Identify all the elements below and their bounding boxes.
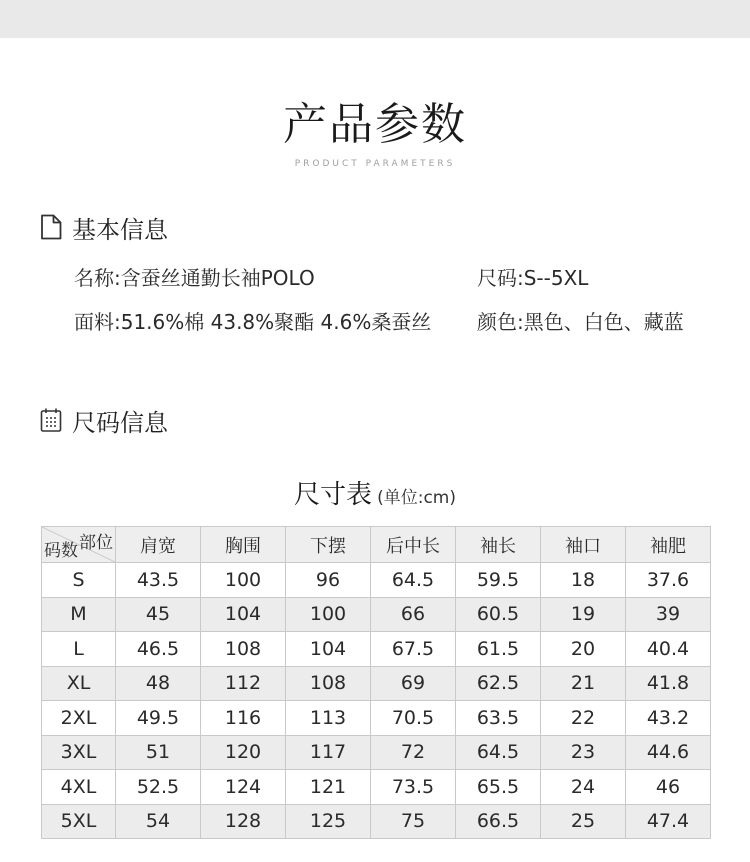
table-row [42, 701, 711, 736]
measurement-cell: 44.6 [626, 735, 711, 770]
measurement-cell: 67.5 [371, 632, 456, 667]
fabric-composition: 面料:51.6%棉 43.8%聚酯 4.6%桑蚕丝 [74, 310, 432, 334]
basic-info-header [40, 212, 168, 242]
column-header: 下摆 [286, 527, 371, 563]
size-cell: 2XL [42, 701, 116, 736]
size-cell: 5XL [42, 804, 116, 839]
size-info-header [40, 405, 168, 435]
measurement-cell: 72 [371, 735, 456, 770]
measurement-cell: 116 [201, 701, 286, 736]
table-row [42, 632, 711, 667]
measurement-cell: 100 [286, 597, 371, 632]
size-info-label: 尺码信息 [72, 408, 168, 437]
size-cell: M [42, 597, 116, 632]
table-row [42, 735, 711, 770]
measurement-cell: 65.5 [456, 770, 541, 805]
measurement-cell: 39 [626, 597, 711, 632]
measurement-cell: 41.8 [626, 666, 711, 701]
measurement-cell: 43.2 [626, 701, 711, 736]
measurement-cell: 46 [626, 770, 711, 805]
size-cell: S [42, 563, 116, 598]
measurement-cell: 69 [371, 666, 456, 701]
measurement-cell: 46.5 [116, 632, 201, 667]
measurement-cell: 61.5 [456, 632, 541, 667]
measurement-cell: 66 [371, 597, 456, 632]
measurement-cell: 108 [286, 666, 371, 701]
measurement-cell: 21 [541, 666, 626, 701]
measurement-cell: 66.5 [456, 804, 541, 839]
measurement-cell: 24 [541, 770, 626, 805]
measurement-cell: 64.5 [456, 735, 541, 770]
corner-label-part: 部位 [79, 533, 113, 553]
table-corner-cell [42, 527, 116, 563]
measurement-cell: 73.5 [371, 770, 456, 805]
table-body [42, 563, 711, 839]
measurement-cell: 75 [371, 804, 456, 839]
table-header-row [42, 527, 711, 563]
column-header: 胸围 [201, 527, 286, 563]
size-table-title [0, 474, 750, 511]
page-title: 产品参数 [283, 99, 467, 150]
measurement-cell: 124 [201, 770, 286, 805]
measurement-cell: 64.5 [371, 563, 456, 598]
measurement-cell: 48 [116, 666, 201, 701]
corner-label-size: 码数 [44, 541, 78, 561]
measurement-cell: 120 [201, 735, 286, 770]
column-header: 袖肥 [626, 527, 711, 563]
measurement-cell: 25 [541, 804, 626, 839]
measurement-cell: 62.5 [456, 666, 541, 701]
page-subtitle: PRODUCT PARAMETERS [294, 159, 456, 169]
measurement-cell: 22 [541, 701, 626, 736]
measurement-cell: 43.5 [116, 563, 201, 598]
measurement-cell: 104 [201, 597, 286, 632]
measurement-cell: 47.4 [626, 804, 711, 839]
column-header: 袖长 [456, 527, 541, 563]
size-table-title-text: 尺寸表 [293, 480, 372, 510]
measurement-cell: 59.5 [456, 563, 541, 598]
measurement-cell: 128 [201, 804, 286, 839]
product-name: 名称:含蚕丝通勤长袖POLO [74, 266, 315, 290]
size-table-unit: (单位:cm) [377, 488, 456, 508]
measurement-cell: 108 [201, 632, 286, 667]
color-options: 颜色:黑色、白色、藏蓝 [477, 310, 684, 334]
size-range: 尺码:S--5XL [477, 266, 589, 290]
measurement-cell: 52.5 [116, 770, 201, 805]
column-header: 肩宽 [116, 527, 201, 563]
measurement-cell: 125 [286, 804, 371, 839]
table-row [42, 597, 711, 632]
measurement-cell: 37.6 [626, 563, 711, 598]
measurement-cell: 113 [286, 701, 371, 736]
measurement-cell: 112 [201, 666, 286, 701]
table-row [42, 770, 711, 805]
document-icon [40, 214, 62, 240]
measurement-cell: 18 [541, 563, 626, 598]
table-row [42, 666, 711, 701]
size-cell: 3XL [42, 735, 116, 770]
table-row [42, 804, 711, 839]
size-cell: L [42, 632, 116, 667]
column-header: 袖口 [541, 527, 626, 563]
measurement-cell: 49.5 [116, 701, 201, 736]
column-header: 后中长 [371, 527, 456, 563]
calendar-icon [40, 407, 62, 433]
measurement-cell: 60.5 [456, 597, 541, 632]
measurement-cell: 117 [286, 735, 371, 770]
table-row [42, 563, 711, 598]
measurement-cell: 70.5 [371, 701, 456, 736]
measurement-cell: 104 [286, 632, 371, 667]
measurement-cell: 96 [286, 563, 371, 598]
measurement-cell: 121 [286, 770, 371, 805]
measurement-cell: 19 [541, 597, 626, 632]
measurement-cell: 45 [116, 597, 201, 632]
basic-info-label: 基本信息 [72, 215, 168, 244]
size-table [41, 526, 711, 839]
measurement-cell: 40.4 [626, 632, 711, 667]
size-cell: 4XL [42, 770, 116, 805]
measurement-cell: 20 [541, 632, 626, 667]
measurement-cell: 51 [116, 735, 201, 770]
measurement-cell: 63.5 [456, 701, 541, 736]
measurement-cell: 100 [201, 563, 286, 598]
measurement-cell: 23 [541, 735, 626, 770]
size-cell: XL [42, 666, 116, 701]
measurement-cell: 54 [116, 804, 201, 839]
top-bar [0, 0, 750, 38]
